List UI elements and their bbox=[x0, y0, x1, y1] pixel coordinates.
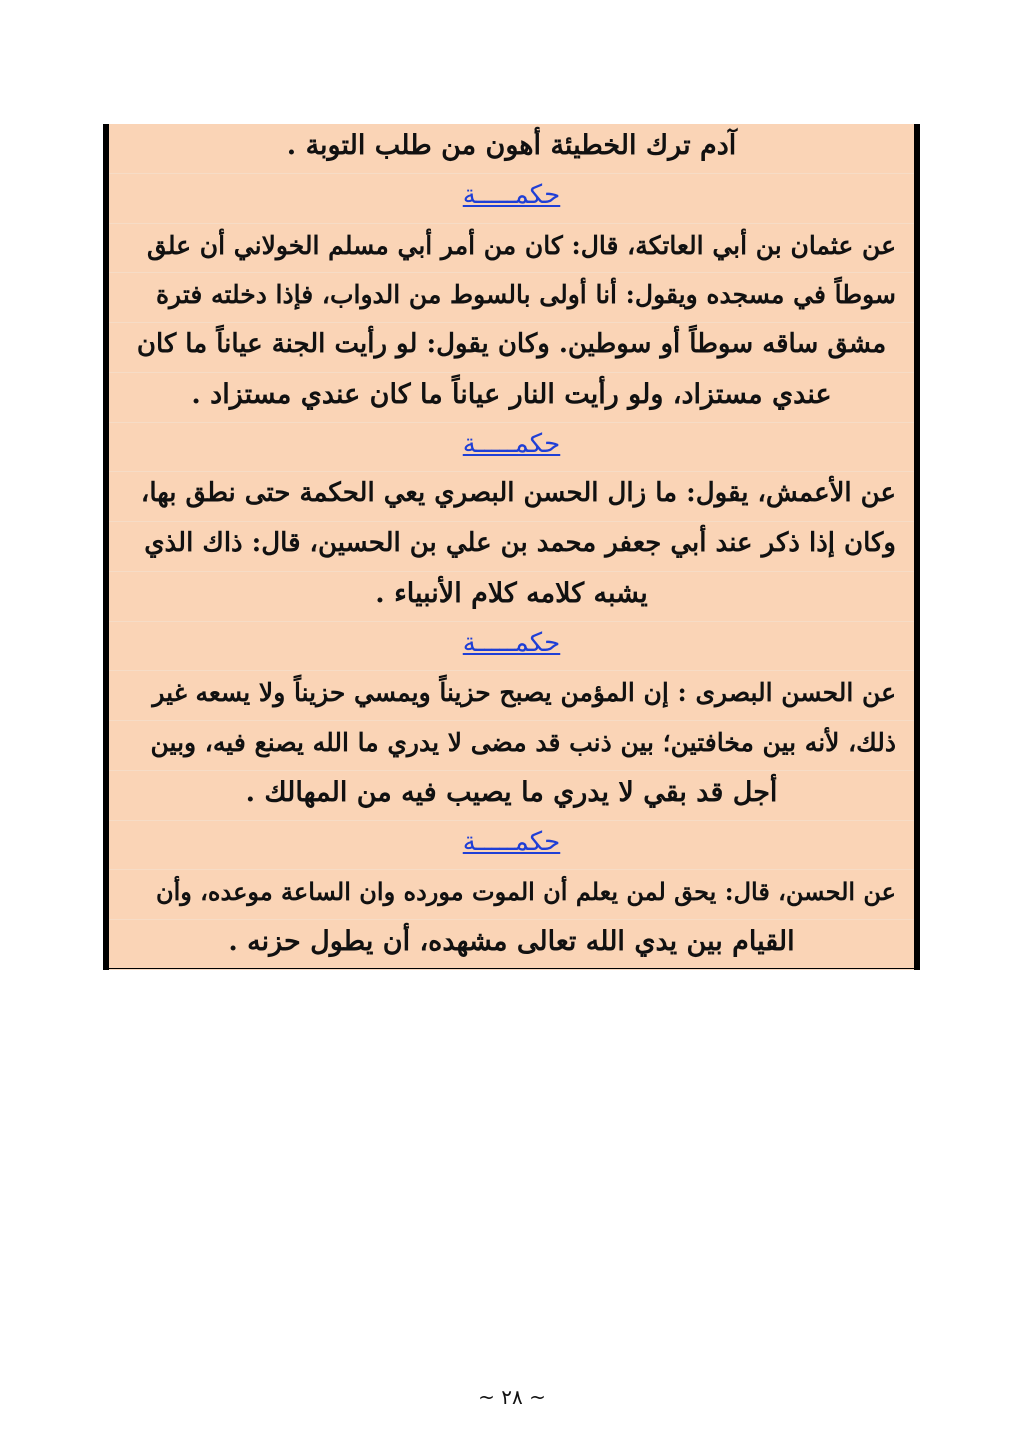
text-line: القيام بين يدي الله تعالى مشهده، أن يطول حزنه . bbox=[109, 920, 914, 970]
text-line: يشبه كلامه كلام الأنبياء . bbox=[109, 572, 914, 622]
text-line: عن الحسن، قال: يحق لمن يعلم أن الموت مورده وان الساعة موعده، وأن bbox=[109, 870, 914, 920]
text-line: أجل قد بقي لا يدري ما يصيب فيه من المهالك . bbox=[109, 771, 914, 821]
text-line: عن الأعمش، يقول: ما زال الحسن البصري يعي الحكمة حتى نطق بها، bbox=[109, 472, 914, 522]
section-heading-link[interactable]: حكمـــــة bbox=[109, 821, 914, 871]
text-line: عن عثمان بن أبي العاتكة، قال: كان من أمر أبي مسلم الخولاني أن علق bbox=[109, 224, 914, 274]
text-line: عندي مستزاد، ولو رأيت النار عياناً ما كان عندي مستزاد . bbox=[109, 373, 914, 423]
text-panel bbox=[103, 124, 920, 970]
section-heading-link[interactable]: حكمـــــة bbox=[109, 423, 914, 473]
text-line: سوطاً في مسجده ويقول: أنا أولى بالسوط من الدواب، فإذا دخلته فترة bbox=[109, 273, 914, 323]
text-line: ذلك، لأنه بين مخافتين؛ بين ذنب قد مضى لا يدري ما الله يصنع فيه، وبين bbox=[109, 721, 914, 771]
text-line: مشق ساقه سوطاً أو سوطين. وكان يقول: لو رأيت الجنة عياناً ما كان bbox=[109, 323, 914, 373]
page-number: ~ ٢٨ ~ bbox=[478, 1385, 546, 1409]
text-line: عن الحسن البصرى : إن المؤمن يصبح حزيناً ويمسي حزيناً ولا يسعه غير bbox=[109, 671, 914, 721]
text-line: آدم ترك الخطيئة أهون من طلب التوبة . bbox=[109, 124, 914, 174]
section-heading-link[interactable]: حكمـــــة bbox=[109, 622, 914, 672]
section-heading-link[interactable]: حكمـــــة bbox=[109, 174, 914, 224]
text-line: وكان إذا ذكر عند أبي جعفر محمد بن علي بن الحسين، قال: ذاك الذي bbox=[109, 522, 914, 572]
